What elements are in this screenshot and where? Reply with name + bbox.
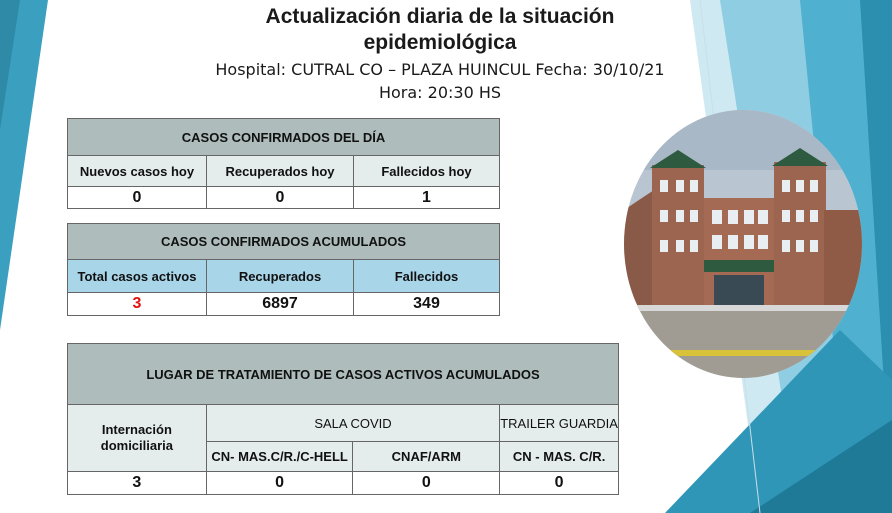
home-care-value: 3 bbox=[68, 472, 207, 495]
recovered-today-value: 0 bbox=[207, 187, 354, 209]
treatment-table bbox=[67, 343, 619, 495]
trailer-value: 0 bbox=[500, 472, 619, 495]
hospital-date-line: Hospital: CUTRAL CO – PLAZA HUINCUL Fecha: 30/10/21 bbox=[215, 60, 665, 79]
daily-cases-table bbox=[67, 118, 500, 209]
active-cases-value: 3 bbox=[68, 293, 207, 316]
trailer-sub-label: CN - MAS. C/R. bbox=[500, 442, 619, 472]
deaths-value: 349 bbox=[354, 293, 500, 316]
home-care-label: Internación domiciliaria bbox=[68, 405, 207, 472]
time-line: Hora: 20:30 HS bbox=[378, 83, 502, 102]
hospital-photo bbox=[624, 110, 862, 378]
sala-covid-label: SALA COVID bbox=[206, 405, 499, 442]
recovered-value: 6897 bbox=[207, 293, 354, 316]
recovered-label: Recuperados bbox=[207, 260, 354, 293]
page-title: Actualización diaria de la situación epidemiológica bbox=[265, 5, 615, 54]
sala-value-2: 0 bbox=[353, 472, 500, 495]
cumulative-cases-table bbox=[67, 223, 500, 316]
treatment-heading: LUGAR DE TRATAMIENTO DE CASOS ACTIVOS ACUMULADOS bbox=[68, 344, 619, 405]
deaths-today-value: 1 bbox=[354, 187, 500, 209]
cumulative-heading: CASOS CONFIRMADOS ACUMULADOS bbox=[68, 224, 500, 260]
new-cases-label: Nuevos casos hoy bbox=[68, 156, 207, 187]
trailer-guardia-label: TRAILER GUARDIA bbox=[500, 405, 619, 442]
deaths-today-label: Fallecidos hoy bbox=[354, 156, 500, 187]
active-cases-label: Total casos activos bbox=[68, 260, 207, 293]
deaths-label: Fallecidos bbox=[354, 260, 500, 293]
daily-cases-heading: CASOS CONFIRMADOS DEL DÍA bbox=[68, 119, 500, 156]
sala-sub-label-2: CNAF/ARM bbox=[353, 442, 500, 472]
sala-value-1: 0 bbox=[206, 472, 353, 495]
new-cases-value: 0 bbox=[68, 187, 207, 209]
sala-sub-label-1: CN- MAS.C/R./C-HELL bbox=[206, 442, 353, 472]
recovered-today-label: Recuperados hoy bbox=[207, 156, 354, 187]
